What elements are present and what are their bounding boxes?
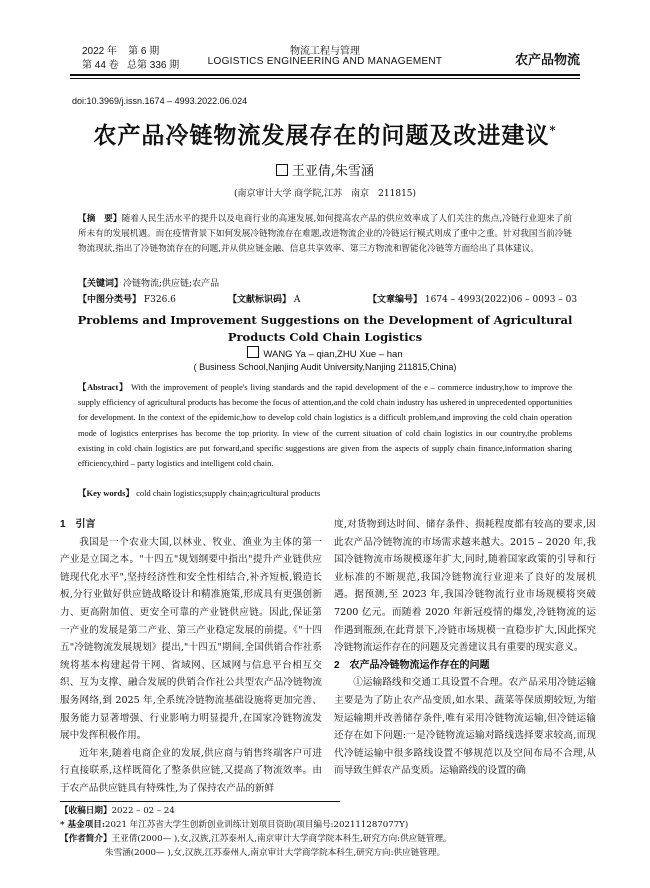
body-paragraph: ①运输路线和交通工具设置不合理。农产品采用冷链运输主要是为了防止农产品变质,如水果、蔬菜等保质期较短,为缩短运输期并改善储存条件,唯有采用冷链物流运输,但冷链运输还存在如下问题:一是冷链物流运输对路线选择要求较高,而现代冷链运输中很多路线设置不够规范以及空间布局不合理,从而导致生鲜农产品变质。运输路线的设置的确 — [334, 677, 596, 777]
header-total-issue: 总第 336 期 — [127, 60, 180, 71]
authors-cn: 王亚倩,朱雪涵 — [0, 160, 650, 179]
affiliation-cn: (南京审计大学 商学院,江苏 南京 211815) — [233, 189, 417, 199]
fund-info: 2021 年江苏省大学生创新创业训练计划项目资助(项目编号:202111287077Y) — [105, 820, 409, 830]
checkbox-mark-icon — [247, 346, 259, 358]
received-date: 2022 – 02 – 24 — [111, 806, 175, 816]
header-issue: 第 6 期 — [128, 46, 160, 57]
journal-name-cn: 物流工程与管理 — [290, 46, 360, 57]
header-rule-thin — [70, 78, 580, 79]
body-column-left — [60, 516, 322, 798]
article-number: 1674 – 4993(2022)06 – 0093 – 03 — [424, 295, 578, 305]
footnote-rule — [60, 801, 340, 802]
body-paragraph: 我国是一个农业大国,以林业、牧业、渔业为主体的第一产业是立国之本。"十四五"规划纲要中指出"提升产业链供应链现代化水平",坚持经济性和安全性相结合,补齐短板,锻造长板,分行业做好供应链战略设计和精准施策,形成具有更强创新力、更高附加值、更安全可靠的产业链供应链。因此,保证第一产业的发展是第二产业、第三产业稳定发展的前提。《"十四五"冷链物流发展规划》提出,"十四五"期间,全国供销合作社系统将基本构建起骨干网、省域网、区域网与信息平台相互交织、互为支撑、融合发展的供销合作社公共型农产品冷链物流服务网络,到 2025 年,全系统冷链物流基础设施将更加完善、服务能力显著增强、行业影响力明显提升,在国家冷链物流发展中发挥积极作用。 — [60, 536, 322, 742]
keywords-cn: 【关键词】冷链物流;供应链;农产品 — [78, 279, 220, 289]
clc-number: F326.6 — [143, 295, 176, 305]
footnotes: 【收稿日期】2022 – 02 – 24 * 基金项目:2021 年江苏省大学生创新创业训练计划项目资助(项目编号:202111287077Y) 【作者简介】王亚倩(2000— ),女,汉族,江苏泰州人,南京审计大学商学院本科生,研究方向:供应链管理。 朱雪涵(2000— ),女,汉族,江苏泰州人,南京审计大学商学院本科生,研究方向:供应链管理。 — [60, 804, 590, 860]
title-footnote-mark: * — [549, 123, 557, 138]
doi: doi:10.3969/j.issn.1674 – 4993.2022.06.024 — [72, 96, 248, 106]
journal-name-en: LOGISTICS ENGINEERING AND MANAGEMENT — [207, 56, 443, 67]
body-paragraph: 度,对货物到达时间、储存条件、损耗程度都有较高的要求,因此农产品冷链物流的市场需求越来越大。2015 – 2020 年,我国冷链物流市场规模逐年扩大,同时,随着国家政策的引导和行业标准的不断规范,我国冷链物流行业迎来了良好的发展机遇。据预测,至 2023 年,我国冷链物流行业市场规模将突破7200 亿元。而随着 2020 年新冠疫情的爆发,冷链物流的运作遇到瓶颈,在此背景下,冷链市场规模一直稳步扩大,因此探究冷链物流运作存在的问题及完善建议具有重要的现实意义。 — [334, 519, 596, 654]
affiliation-en: ( Business School,Nanjing Audit University,Nanjing 211815,China) — [193, 362, 457, 372]
body-paragraph: 近年来,随着电商企业的发展,供应商与销售终端客户可进行直接联系,这样既简化了整条供应链,又提高了物流效率。由于农产品供应链具有特殊性,为了保持农产品的新鲜 — [60, 747, 322, 794]
checkbox-mark-icon — [276, 164, 288, 176]
abstract-en: 【Abstract】 With the improvement of people's living standards and the rapid development of the e – commerce industry,how to improve the supply efficiency of agricultural products has become the focus of attention,and the cold chain industry has ushered in unprecedented opportunities for development. In the context of the epidemic,how to develop cold chain logistics is a difficult problem,and improving the cold chain operation mode of logistics enterprises has become the top priority. In view of the current situation of cold chain logistics in our country,the problems existing in cold chain logistics are put forward,and specific suggestions are given from the aspects of supply chain finance,information sharing efficiency,third – party logistics and intelligent cold chain. — [78, 383, 572, 469]
running-header — [70, 40, 580, 74]
column-name: 农产品物流 — [514, 52, 580, 67]
abstract-cn-label: 【摘 要】 — [78, 214, 122, 224]
header-volume: 第 44 卷 — [82, 60, 119, 71]
body-column-right — [334, 516, 596, 780]
document-code: A — [293, 295, 301, 305]
author-bio: 王亚倩(2000— ),女,汉族,江苏泰州人,南京审计大学商学院本科生,研究方向:供应链管理。 — [111, 834, 452, 844]
article-title-en: Problems and Improvement Suggestions on the Development of Agricultural Products Cold Chain Logistics — [77, 313, 573, 344]
abstract-cn — [78, 212, 572, 257]
authors-en: WANG Ya – qian,ZHU Xue – han — [0, 346, 650, 360]
abstract-cn-text: 随着人民生活水平的提升以及电商行业的高速发展,如何提高农产品的供应效率成了人们关注的焦点,冷链行业迎来了前所未有的发展机遇。而在疫情背景下如何发展冷链物流存在难题,改进物流企业的冷链运行模式则成了重中之重。针对我国当前冷链物流现状,指出了冷链物流存在的问题,并从供应链金融、信息共享效率、第三方物流和智能化冷链等方面给出了具体建议。 — [78, 214, 572, 254]
section-heading-intro: 1 引言 — [60, 519, 96, 530]
header-rule-thick — [70, 74, 580, 76]
header-year: 2022 年 — [82, 46, 118, 57]
article-title: 农产品冷链物流发展存在的问题及改进建议* — [93, 122, 557, 149]
keywords-en: 【Key words】 cold chain logistics;supply chain;agricultural products — [78, 488, 321, 498]
author-bio: 朱雪涵(2000— ),女,汉族,江苏泰州人,南京审计大学商学院本科生,研究方向:供应链管理。 — [105, 848, 446, 858]
section-heading-problems: 2 农产品冷链物流运作存在的问题 — [334, 659, 490, 671]
